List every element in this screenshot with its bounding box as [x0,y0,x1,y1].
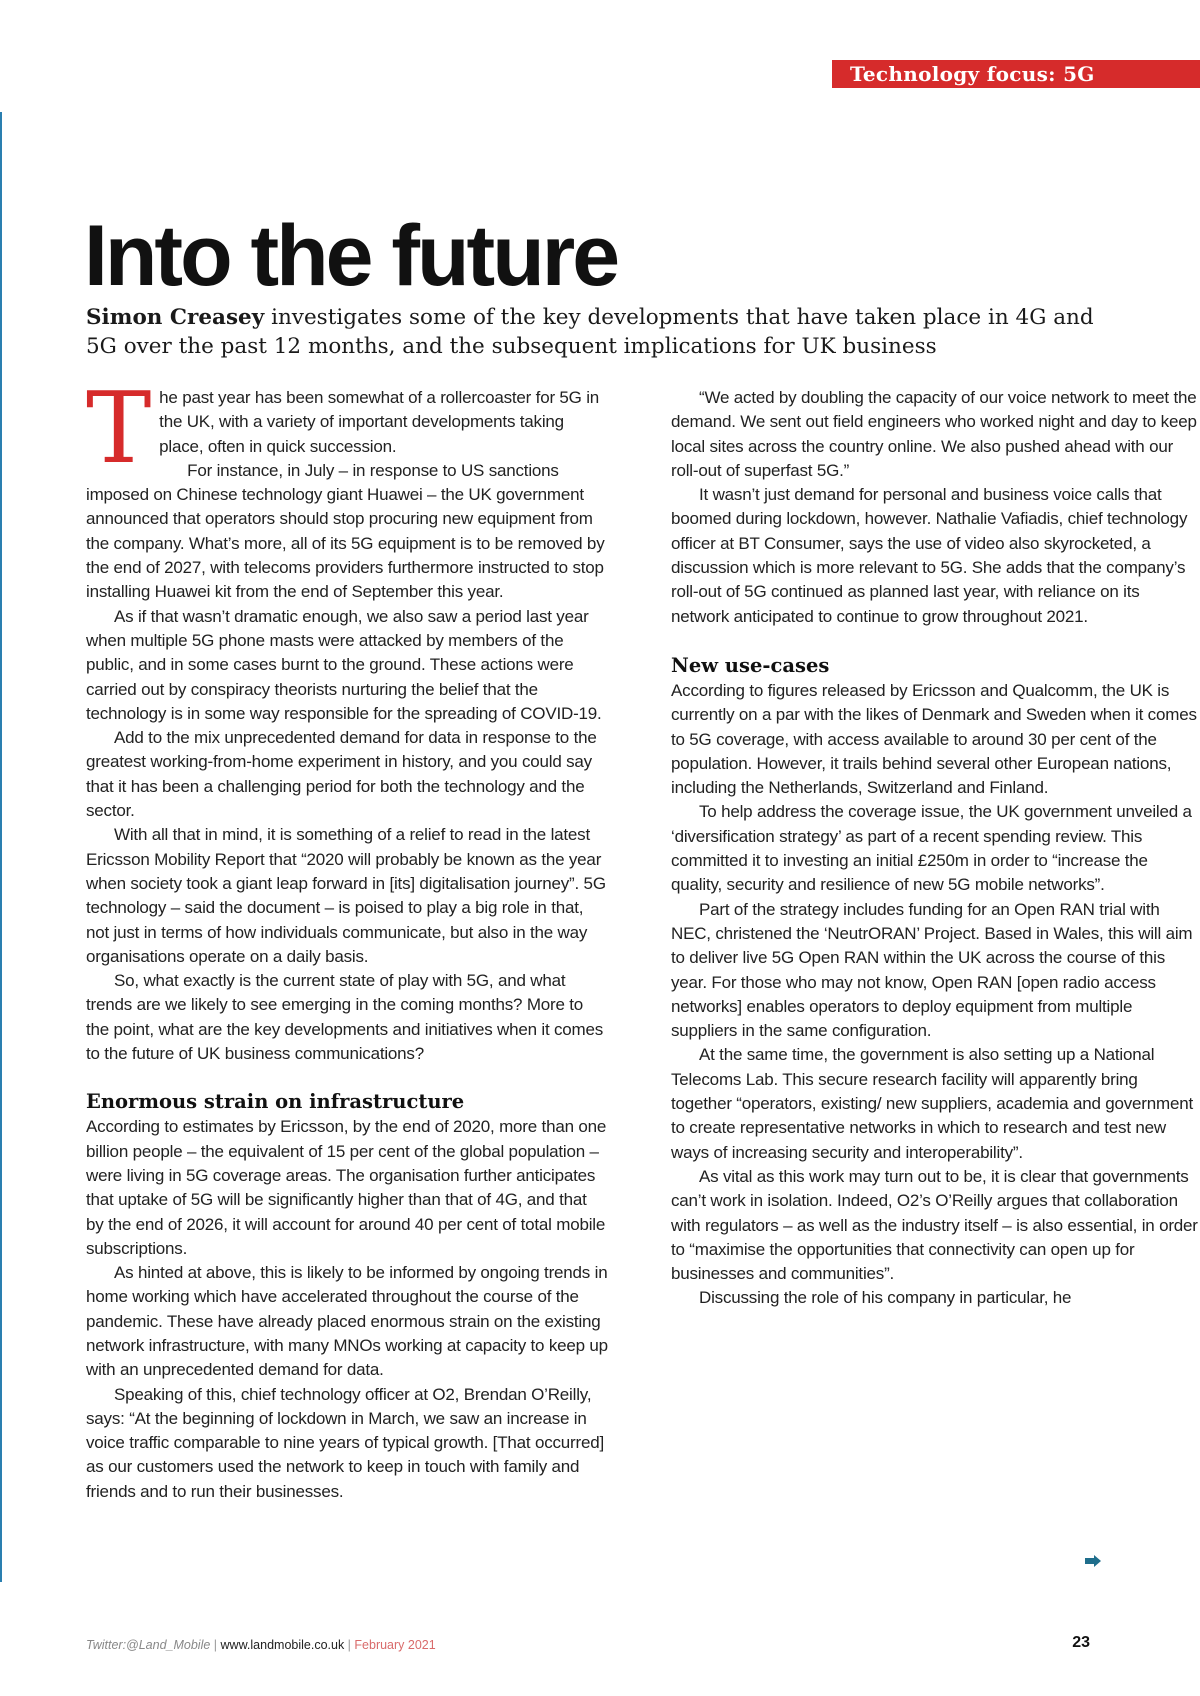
section-heading: Enormous strain on infrastructure [86,1090,465,1114]
left-column [86,372,608,1504]
body-paragraph: Part of the strategy includes funding for an Open RAN trial with NEC, christened the ‘NeutrORAN’ Project. Based in Wales, this will aim to deliver live 5G Open RAN within the UK across the course of this year. For those who may not know, Open RAN [open radio access networks] enables operators to deploy equipment from multiple suppliers in the same configuration. [671,899,1193,1041]
page-edge-rule [0,112,2,1582]
body-paragraph: As hinted at above, this is likely to be informed by ongoing trends in home working which have accelerated throughout the course of the pandemic. These have already placed enormous strain on the existing network infrastructure, with many MNOs working at capacity to keep up with an unprecedented demand for data. [86,1263,608,1380]
body-paragraph: For instance, in July – in response to US sanctions imposed on Chinese technology giant Huawei – the UK government announced that operators should stop procuring new equipment from the company. What’s more, all of its 5G equipment is to be removed by the end of 2027, with telecoms providers furthermore instructed to stop installing Huawei kit from the end of September this year. [86,460,605,602]
drop-cap: T [86,372,152,486]
standfirst-text: investigates some of the key developments that have taken place in 4G and 5G over the past 12 months, and the subsequent implications for UK business [86,305,1094,359]
section-heading: New use-cases [671,653,830,677]
body-paragraph: To help address the coverage issue, the UK government unveiled a ‘diversification strategy’ as part of a recent spending review. This committed it to investing an initial £250m in order to “increase the quality, security and resilience of new 5G mobile networks”. [671,802,1192,895]
website-url: www.landmobile.co.uk [220,1638,345,1652]
twitter-handle: Twitter:@Land_Mobile [86,1638,211,1652]
body-paragraph: It wasn’t just demand for personal and business voice calls that boomed during lockdown, however. Nathalie Vafiadis, chief technology officer at BT Consumer, says the use of video also skyrocketed, a discussion which is more relevant to 5G. She adds that the company’s roll-out of 5G continued as planned last year, with reliance on its network anticipated to continue to grow throughout 2021. [671,485,1188,626]
body-paragraph: According to estimates by Ericsson, by the end of 2020, more than one billion people – the equivalent of 15 per cent of the global population – were living in 5G coverage areas. The organisation further anticipates that uptake of 5G will be significantly higher than that of 4G, and that by the end of 2026, it will account for around 40 per cent of total mobile subscriptions. [86,1117,607,1258]
issue-date: February 2021 [354,1638,436,1652]
body-paragraph: So, what exactly is the current state of play with 5G, and what trends are we likely to see emerging in the coming months? More to the point, what are the key developments and initiatives when it comes to the future of UK business communications? [86,971,604,1064]
article-title: Into the future [84,208,618,304]
body-paragraph: With all that in mind, it is something of a relief to read in the latest Ericsson Mobility Report that “2020 will probably be known as the year when society took a giant leap forward in [its] digitalisation journey”. 5G technology – said the document – is poised to play a big role in that, not just in terms of how individuals communicate, but also in the way organisations operate on a daily basis. [86,825,606,966]
body-paragraph: Add to the mix unprecedented demand for data in response to the greatest working-from-home experiment in history, and you could say that it has been a challenging period for both the technology and the sector. [86,728,597,821]
author-name: Simon Creasey [86,305,265,330]
body-paragraph: Speaking of this, chief technology officer at O2, Brendan O’Reilly, says: “At the beginning of lockdown in March, we saw an increase in voice traffic comparable to nine years of typical growth. [That occurred] as our customers used the network to keep in touch with family and friends and to run their businesses. [86,1384,605,1501]
page-number: 23 [1072,1634,1090,1651]
footer-separator: | [210,1638,221,1652]
right-column [671,386,1200,1311]
body-paragraph: According to figures released by Ericsson and Qualcomm, the UK is currently on a par with the likes of Denmark and Sweden when it comes to 5G coverage, with access available to around 30 per cent of the population. However, it trails behind several other European nations, including the Netherlands, Switzerland and Finland. [671,680,1197,798]
body-paragraph: he past year has been somewhat of a rollercoaster for 5G in the UK, with a variety of important developments taking place, often in quick succession. [159,388,600,456]
body-paragraph: As vital as this work may turn out to be, it is clear that governments can’t work in isolation. Indeed, O2’s O’Reilly argues that collaboration with regulators – as well as the industry itself – is also essential, in order to “maximise the opportunities that connectivity can open up for businesses and communities”. [671,1166,1198,1284]
body-paragraph: Discussing the role of his company in particular, he [699,1288,1072,1308]
body-paragraph: At the same time, the government is also setting up a National Telecoms Lab. This secure research facility will apparently bring together “operators, existing/ new suppliers, academia and government to create representative networks in which to research and test new ways of increasing security and interoperability”. [671,1045,1193,1162]
body-paragraph: “We acted by doubling the capacity of our voice network to meet the demand. We sent out field engineers who worked night and day to keep local sites across the country online. We also pushed ahead with our roll-out of superfast 5G.” [671,388,1197,480]
arrow-right-icon [1084,1554,1102,1568]
body-paragraph: As if that wasn’t dramatic enough, we also saw a period last year when multiple 5G phone masts were attacked by members of the public, and in some cases burnt to the ground. These actions were carried out by conspiracy theorists nurturing the belief that the technology is in some way responsible for the spreading of COVID-19. [86,606,602,723]
page-footer [86,1638,436,1652]
section-tab: Technology focus: 5G [832,60,1200,88]
standfirst [86,303,1126,361]
footer-separator: | [344,1638,355,1652]
